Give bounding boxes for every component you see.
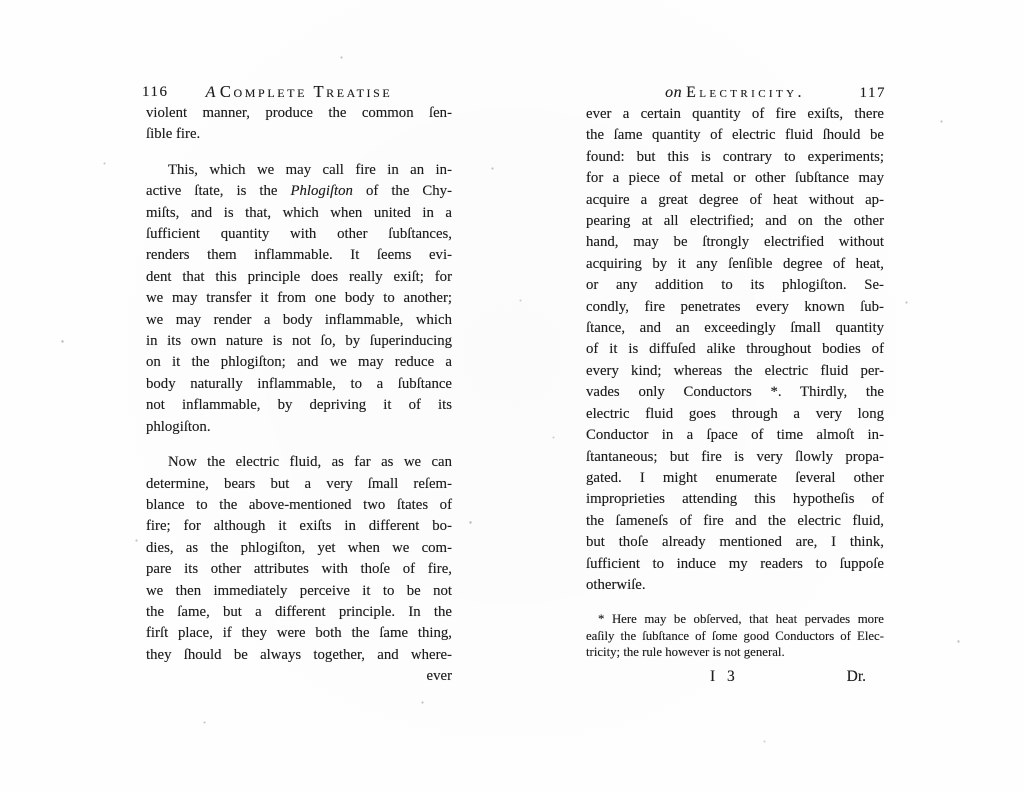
signature-row	[586, 666, 884, 688]
text-line: for a piece of metal or other ſubſtance may	[586, 170, 884, 187]
left-text-column	[146, 103, 452, 666]
right-running-title	[665, 84, 805, 102]
running-title-text: Electricity.	[686, 84, 805, 101]
text-line: ſufficient quantity with other ſubſtances,	[146, 226, 452, 243]
paragraph	[146, 103, 452, 146]
text-line: Conductor in a ſpace of time almoſt in-	[586, 427, 884, 444]
paragraph	[146, 452, 452, 666]
left-running-title	[206, 83, 393, 102]
running-title-text: Complete Treatise	[219, 82, 393, 101]
right-page-header	[586, 84, 884, 104]
text-line: found: but this is contrary to experiments;	[586, 148, 884, 165]
text-line: the ſame quantity of electric fluid ſhould be	[586, 127, 884, 144]
text-line: every kind; whereas the electric fluid per-	[586, 362, 884, 379]
text-line: we may transfer it from one body to another;	[146, 290, 452, 307]
running-title-italic-word: on	[665, 84, 683, 101]
text-line: pare its other attributes with thoſe of fire,	[146, 561, 452, 578]
text-line: ſufficient to induce my readers to ſuppoſe	[586, 555, 884, 572]
text-line: the ſame, but a different principle. In the	[146, 603, 452, 620]
text-line: electric fluid goes through a very long	[586, 405, 884, 422]
scan-noise	[0, 0, 1, 1]
paragraph	[586, 611, 884, 661]
text-line: active ſtate, is the Phlogiſton of the Chy-	[146, 183, 452, 200]
text-line: we then immediately perceive it to be not	[146, 582, 452, 599]
text-line: on it the phlogiſton; and we may reduce a	[146, 354, 452, 371]
text-line: dies, as the phlogiſton, yet when we com-	[146, 539, 452, 556]
text-line: of it is diffuſed alike throughout bodies of	[586, 341, 884, 358]
text-line: tricity; the rule however is not general.	[586, 645, 785, 660]
text-line: renders them inflammable. It ſeems evi-	[146, 247, 452, 264]
text-line: miſts, and is that, which when united in a	[146, 204, 452, 221]
text-line: phlogiſton.	[146, 418, 211, 435]
text-line: body naturally inflammable, to a ſubſtance	[146, 375, 452, 392]
text-line: but thoſe already mentioned are, I think,	[586, 534, 884, 551]
text-line: or any addition to its phlogiſton. Se-	[586, 277, 884, 294]
footnote	[586, 611, 884, 661]
text-line: condly, fire penetrates every known ſub-	[586, 298, 884, 315]
text-line: ever a certain quantity of fire exiſts, there	[586, 106, 884, 122]
left-catchword: ever	[426, 668, 452, 685]
right-page-number: 117	[859, 85, 886, 101]
text-line: ſtantaneous; but fire is very ſlowly propa-	[586, 448, 884, 465]
text-line: they ſhould be always together, and where-	[146, 646, 452, 663]
left-page	[142, 82, 452, 688]
right-text-column	[586, 104, 884, 596]
text-line: firſt place, if they were both the ſame thing,	[146, 625, 452, 642]
text-line: otherwiſe.	[586, 576, 646, 593]
text-line: the ſameneſs of fire and the electric fluid,	[586, 512, 884, 529]
text-line: not inflammable, by depriving it of its	[146, 397, 452, 414]
text-line: improprieties attending this hypotheſis of	[586, 491, 884, 508]
paragraph	[586, 104, 884, 596]
text-line: acquire a great degree of heat without ap-	[586, 191, 884, 208]
text-line: gated. I might enumerate ſeveral other	[586, 469, 884, 486]
text-line: determine, bears but a very ſmall reſem-	[146, 475, 452, 492]
text-line: eaſily the ſubſtance of ſome good Conductors of Elec-	[586, 628, 884, 643]
paragraph	[146, 160, 452, 438]
text-line: * Here may be obſerved, that heat pervades more	[598, 612, 884, 627]
text-line: vades only Conductors *. Thirdly, the	[586, 384, 884, 401]
text-line: blance to the above-mentioned two ſtates of	[146, 496, 452, 513]
text-line: in its own nature is not ſo, by ſuperinducing	[146, 333, 452, 350]
text-line: hand, may be ſtrongly electrified without	[586, 234, 884, 251]
text-line: violent manner, produce the common ſen-	[146, 105, 452, 121]
text-line: This, which we may call fire in an in-	[168, 161, 452, 178]
right-page	[586, 84, 884, 688]
text-line: fire; for although it exiſts in different bo-	[146, 518, 452, 535]
left-page-header	[142, 82, 452, 103]
running-title-italic-word: A	[205, 84, 216, 101]
text-line: ſible fire.	[146, 126, 201, 143]
left-page-number: 116	[142, 84, 169, 100]
gathering-signature: I 3	[710, 667, 739, 685]
text-line: ſtance, and an exceedingly ſmall quantity	[586, 320, 884, 337]
text-line: Now the electric fluid, as far as we can	[168, 454, 452, 471]
text-line: acquiring by it any ſenſible degree of heat,	[586, 255, 884, 272]
text-line: pearing at all electrified; and on the other	[586, 213, 884, 230]
right-catchword: Dr.	[846, 667, 866, 685]
text-line: dent that this principle does really exiſt; for	[146, 268, 452, 285]
text-line: we may render a body inflammable, which	[146, 311, 452, 328]
